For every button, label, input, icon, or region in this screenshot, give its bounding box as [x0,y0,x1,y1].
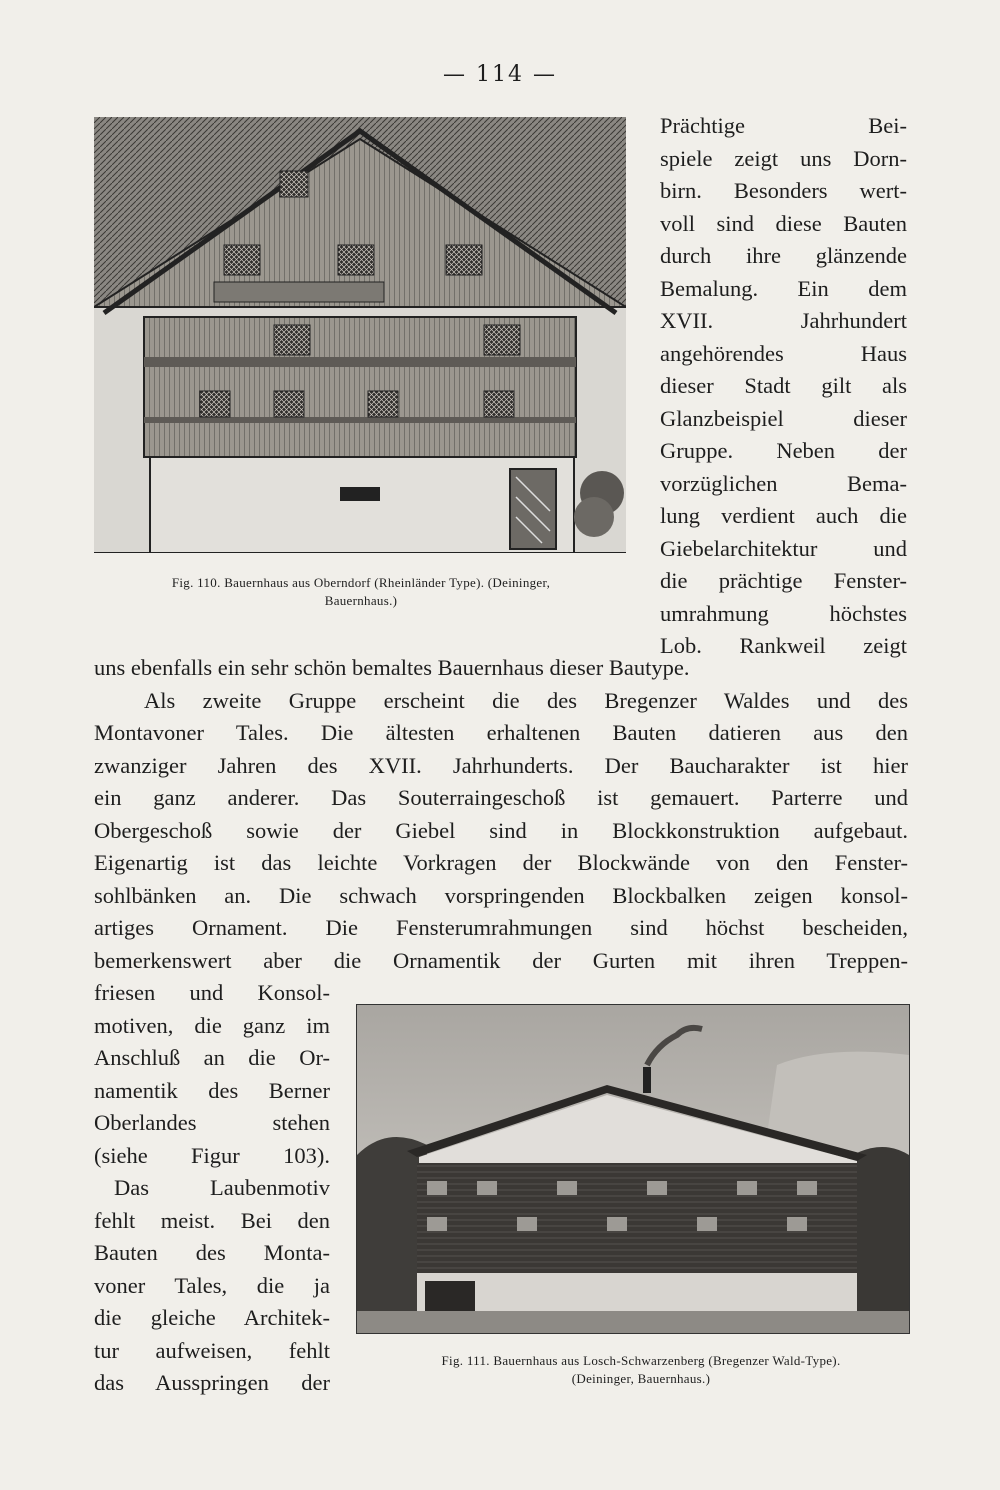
text-line: Anschluß an die Or- [94,1045,330,1070]
text-line: Montavoner Tales. Die ältesten erhaltenen Bauten datieren aus den [94,720,908,745]
text-line: vorzüglichen Bema- [660,470,907,496]
text-line: fehlt meist. Bei den [94,1207,330,1233]
page-number: — 114 — [443,62,557,87]
text-line: angehörendes Haus [660,340,907,366]
text-line: friesen und Konsol- [94,980,330,1005]
text-line: das Ausspringen der [94,1370,330,1395]
figure-111-photograph [356,1004,910,1334]
text-line: XVII. Jahrhundert [660,308,907,333]
text-line: Bemalung. Ein dem [660,275,907,301]
text-line: uns ebenfalls ein sehr schön bemaltes Bauernhaus dieser Bautype. [94,655,690,680]
text-line: voner Tales, die ja [94,1272,330,1298]
figure-111-caption-line-1: Fig. 111. Bauernhaus aus Losch-Schwarzenberg (Bregenzer Wald-Type). [441,1353,841,1368]
text-line: sohlbänken an. Die schwach vorspringenden Blockbalken zeigen konsol- [94,882,908,908]
figure-111-caption-line-2: (Deininger, Bauernhaus.) [571,1371,711,1386]
text-line: Bauten des Monta- [94,1240,330,1265]
text-line: durch ihre glänzende [660,243,907,268]
text-line: birn. Besonders wert- [660,178,907,203]
text-line: tur aufweisen, fehlt [94,1337,330,1363]
text-line: die gleiche Architek- [94,1305,330,1330]
text-line: Oberlandes stehen [94,1110,330,1135]
text-line: motiven, die ganz im [94,1012,330,1038]
text-line: Prächtige Bei- [660,113,907,138]
text-line: dieser Stadt gilt als [660,373,907,398]
text-line: Glanzbeispiel dieser [660,405,907,431]
figure-110-caption-line-1: Fig. 110. Bauernhaus aus Oberndorf (Rheinländer Type). (Deininger, [171,575,551,590]
figure-110-illustration [94,117,626,553]
text-line: voll sind diese Bauten [660,210,907,236]
right-column-text [660,110,907,663]
text-line: (siehe Figur 103). [94,1142,330,1168]
text-line: lung verdient auch die [660,503,907,528]
text-line: Lob. Rankweil zeigt [660,633,907,658]
text-line: namentik des Berner [94,1077,330,1103]
text-line: artiges Ornament. Die Fensterumrahmungen sind höchst bescheiden, [94,915,908,940]
text-line: ein ganz anderer. Das Souterraingeschoß ist gemauert. Parterre und [94,785,908,810]
text-line: Das Laubenmotiv [114,1175,330,1200]
text-line: bemerkenswert aber die Ornamentik der Gurten mit ihren Treppen- [94,947,908,973]
figure-110-caption-line-2: Bauernhaus.) [324,593,398,608]
text-line: Giebelarchitektur und [660,535,907,561]
text-line: Obergeschoß sowie der Giebel sind in Blockkonstruktion aufgebaut. [94,817,908,843]
figure-111-caption [356,1352,926,1388]
full-width-text [94,652,908,977]
text-line: spiele zeigt uns Dorn- [660,145,907,171]
text-line: die prächtige Fenster- [660,568,907,593]
left-column-text [94,977,330,1400]
text-line: Gruppe. Neben der [660,438,907,463]
text-line: zwanziger Jahren des XVII. Jahrhunderts. Der Baucharakter ist hier [94,752,908,778]
text-line: umrahmung höchstes [660,600,907,626]
paragraph-start-line: Als zweite Gruppe erscheint die des Bregenzer Waldes und des [144,687,908,713]
text-line: Eigenartig ist das leichte Vorkragen der Blockwände von den Fenster- [94,850,908,875]
figure-110-caption [96,574,626,610]
